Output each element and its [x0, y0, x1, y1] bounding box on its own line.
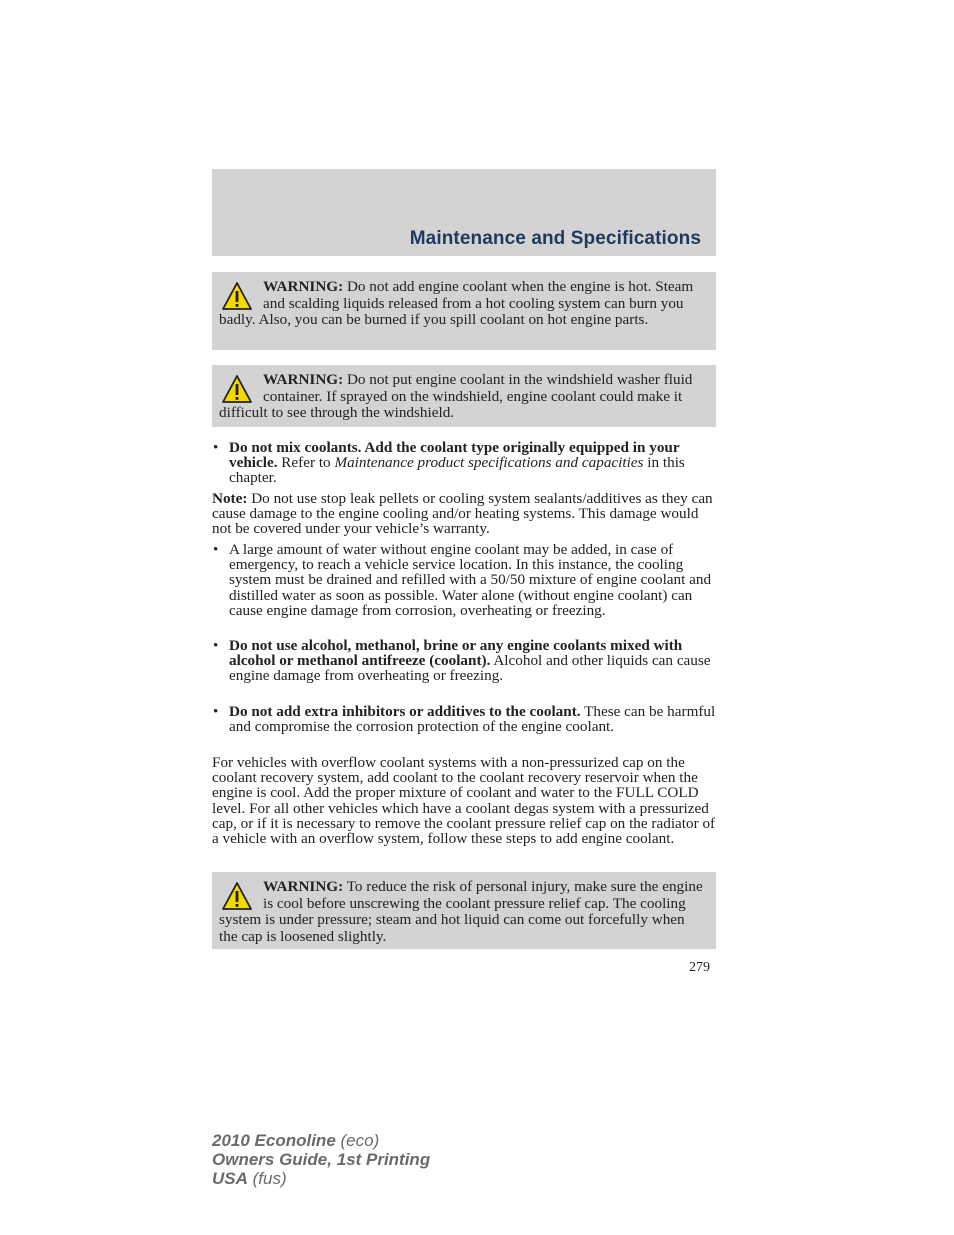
note-text: Do not use stop leak pellets or cooling system sealants/additives as they can cause damage to the engine cooling and/or heating systems. This damage would not be covered under your vehicle’s warranty. — [212, 490, 713, 538]
bullet-bold-text: Do not use alcohol, methanol, brine or any engine coolants mixed with alcohol or methanol antifreeze (coolant). — [229, 637, 683, 670]
bullet-bold-text: Do not mix coolants. Add the coolant type originally equipped in your vehicle. — [229, 439, 680, 472]
bullet-text: These can be harmful and compromise the corrosion protection of the engine coolant. — [229, 703, 716, 736]
bullet-marker: • — [213, 439, 219, 456]
bullet-marker: • — [213, 541, 219, 558]
warning-box-washer-fluid — [212, 365, 716, 427]
warning-label: WARNING: — [263, 878, 344, 895]
warning-label: WARNING: — [263, 278, 344, 295]
bullet-text: Refer to — [281, 454, 331, 472]
footer-printing: Owners Guide, 1st Printing — [212, 1150, 431, 1169]
bullet-marker: • — [213, 637, 219, 654]
warning-triangle-icon — [221, 281, 253, 311]
bullet-item-alcohol — [212, 638, 716, 684]
warning-triangle-icon — [221, 374, 253, 404]
footer-line-region — [212, 1169, 430, 1188]
footer-model-code: (eco) — [340, 1131, 380, 1150]
warning-triangle-icon — [221, 881, 253, 911]
section-title: Maintenance and Specifications — [409, 228, 701, 249]
footer-region-code: (fus) — [252, 1169, 287, 1188]
bullet-reference: Maintenance product specifications and capacities — [334, 454, 644, 472]
warning-text: Do not put engine coolant in the windshield washer fluid container. If sprayed on the windshield, engine coolant could make it difficult to see through the windshield. — [219, 371, 693, 422]
warning-text: To reduce the risk of personal injury, make sure the engine is cool before unscrewing the coolant pressure relief cap. The cooling system is under pressure; steam and hot liquid can come out forcefully when the cap is loosened slightly. — [219, 878, 703, 945]
section-header — [212, 169, 716, 256]
document-footer — [212, 1131, 430, 1188]
page-number: 279 — [689, 960, 710, 975]
paragraph-text: For vehicles with overflow coolant systems with a non-pressurized cap on the coolant recovery system, add coolant to the coolant recovery reservoir when the engine is cool. Add the proper mixture of coolant and water to the FULL COLD level. For all other vehicles which have a coolant degas system with a pressurized cap, or if it is necessary to remove the coolant pressure relief cap on the radiator of a vehicle with an overflow system, follow these steps to add engine coolant. — [212, 754, 716, 848]
footer-model: 2010 Econoline — [212, 1131, 336, 1150]
bullet-item-mix-coolants — [212, 440, 716, 486]
warning-box-hot-engine — [212, 272, 716, 350]
bullet-text: A large amount of water without engine coolant may be added, in case of emergency, to reach a vehicle service location. In this instance, the cooling system must be drained and refilled with a 50/50 mixture of engine coolant and distilled water as soon as possible. Water alone (without engine coolant) can cause engine damage from corrosion, overheating or freezing. — [229, 541, 712, 619]
bullet-item-inhibitors — [212, 704, 716, 734]
bullet-text: in this chapter. — [229, 454, 685, 487]
bullet-text: Alcohol and other liquids can cause engine damage from overheating or freezing. — [229, 652, 711, 685]
warning-box-pressure-cap — [212, 872, 716, 949]
warning-text: Do not add engine coolant when the engine is hot. Steam and scalding liquids released from a hot cooling system can burn you badly. Also, you can be burned if you spill coolant on hot engine parts. — [219, 278, 694, 329]
bullet-bold-text: Do not add extra inhibitors or additives to the coolant. — [229, 703, 581, 720]
bullet-item-water — [212, 542, 716, 618]
footer-region: USA — [212, 1169, 248, 1188]
note-paragraph — [212, 491, 716, 537]
note-label: Note: — [212, 490, 248, 507]
overflow-system-paragraph — [212, 755, 716, 846]
bullet-marker: • — [213, 703, 219, 720]
footer-line-model — [212, 1131, 430, 1150]
warning-label: WARNING: — [263, 371, 344, 388]
